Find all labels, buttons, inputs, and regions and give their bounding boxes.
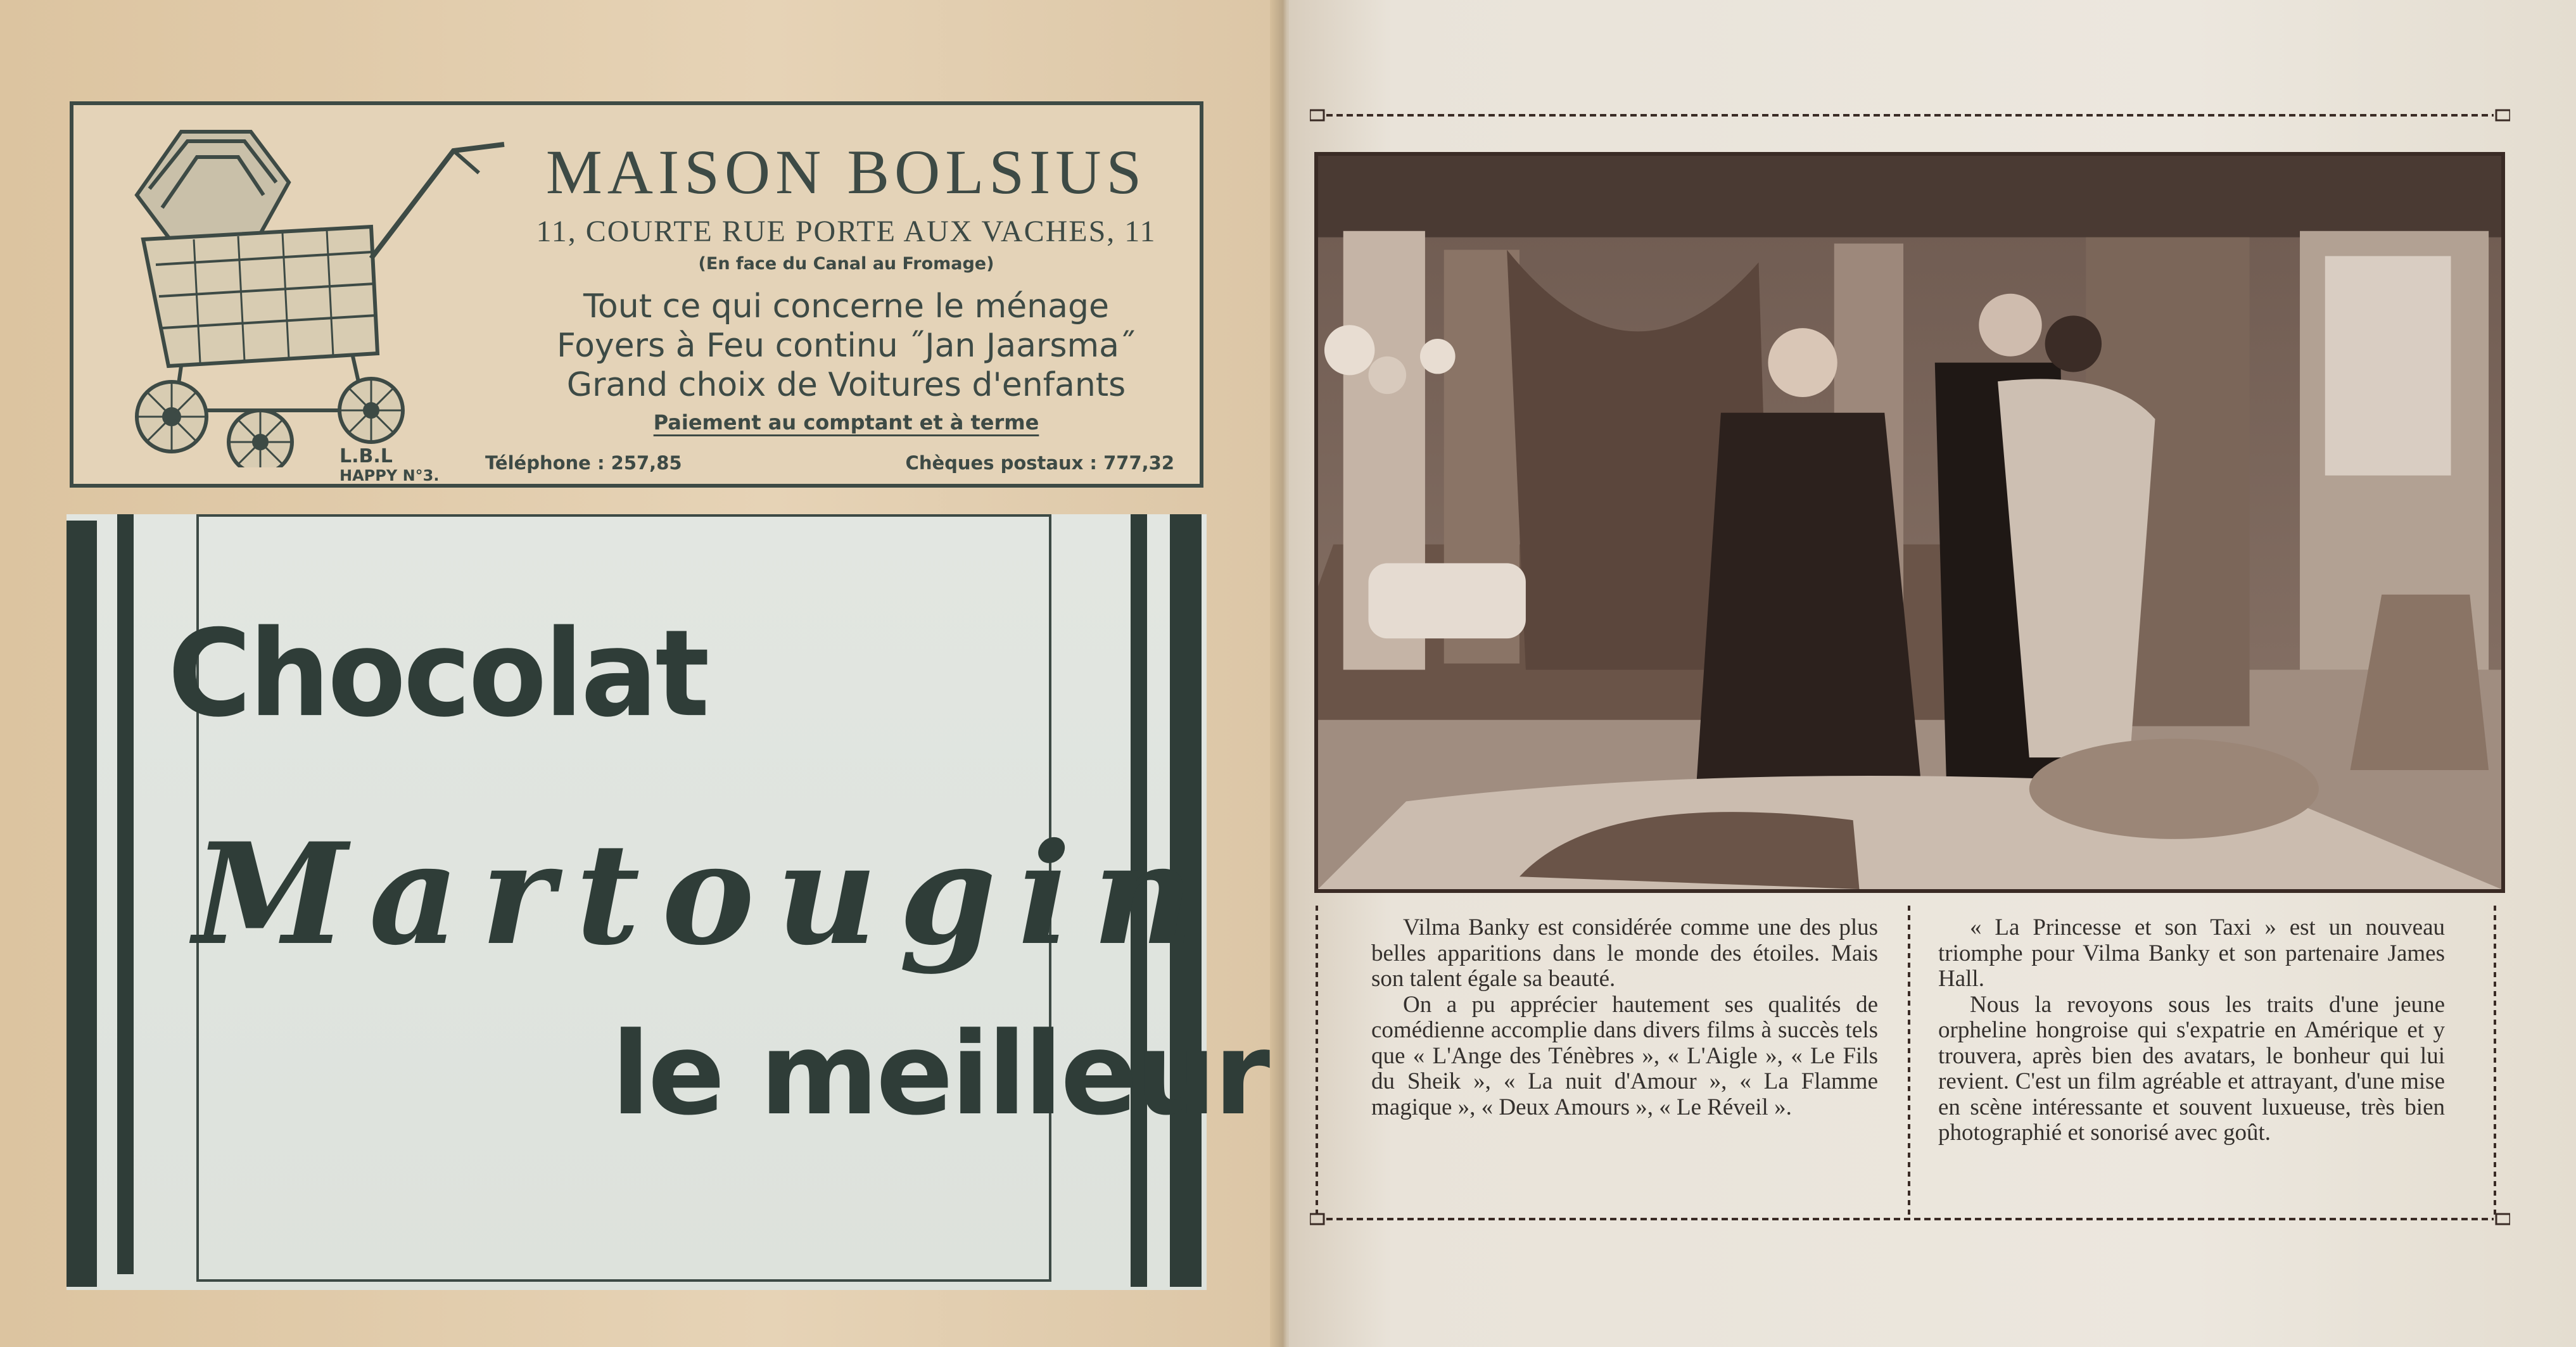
chocolat-word: Chocolat <box>168 604 707 744</box>
bolsius-address: 11, COURTE RUE PORTE AUX VACHES, 11 <box>536 215 1157 248</box>
left-thin-bar <box>117 514 134 1274</box>
bolsius-line: Grand choix de Voitures d'enfants <box>566 366 1126 404</box>
illustrator-signature: L.B.L HAPPY N°3. <box>339 445 440 484</box>
middle-ornamental-rule <box>1907 906 1912 1216</box>
bolsius-telephone: Téléphone : 257,85 <box>485 452 682 474</box>
article-paragraph: On a pu apprécier hautement ses qualités de comédienne accomplie dans divers films à succès tels que « L'Ange des Ténèbres », « L'Aigle », « Le Fils du Sheik », « La nuit d'Amour », « La Flamme magique », « Deux Amours », « Le Réveil ». <box>1371 991 1878 1120</box>
bolsius-title: MAISON BOLSIUS <box>545 137 1147 207</box>
right-ornamental-rule <box>2492 906 2497 1216</box>
chocolat-advertisement <box>67 514 1268 1290</box>
left-thick-bar <box>67 521 97 1287</box>
bolsius-line: Foyers à Feu continu ˝Jan Jaarsma˝ <box>557 327 1136 365</box>
le-meilleur-word: le meilleur <box>611 1008 1268 1141</box>
left-page <box>0 0 1283 1347</box>
martougin-word: Martougin <box>193 812 1215 976</box>
bolsius-location-note: (En face du Canal au Fromage) <box>698 254 994 274</box>
article-text-frame <box>1314 899 2505 1222</box>
article-column-right <box>1938 915 2445 1146</box>
bottom-ornamental-rule <box>1310 1213 2510 1225</box>
bolsius-advertisement <box>70 101 1203 488</box>
bolsius-cheques: Chèques postaux : 777,32 <box>905 452 1174 474</box>
bolsius-payment: Paiement au comptant et à terme <box>653 410 1039 434</box>
article-column-left <box>1371 915 1878 1120</box>
bolsius-line: Tout ce qui concerne le ménage <box>583 288 1109 326</box>
film-still-illustration <box>1314 152 2505 893</box>
article-paragraph: « La Princesse et son Taxi » est un nouveau triomphe pour Vilma Banky et son partenaire James Hall. <box>1938 914 2445 992</box>
top-ornamental-rule <box>1310 109 2510 122</box>
article-paragraph: Vilma Banky est considérée comme une des plus belles apparitions dans le monde des étoiles. Mais son talent égale sa beauté. <box>1371 914 1878 992</box>
article-paragraph: Nous la revoyons sous les traits d'une jeune orpheline hongroise qui s'expatrie en Amérique et y trouvera, après bien des avatars, le bonheur qui lui revient. C'est un film agréable et attrayant, d'une mise en scène intéressante et souvent luxueuse, très bien photographié et sonorisé avec goût. <box>1938 991 2445 1146</box>
left-ornamental-rule <box>1314 906 1319 1216</box>
